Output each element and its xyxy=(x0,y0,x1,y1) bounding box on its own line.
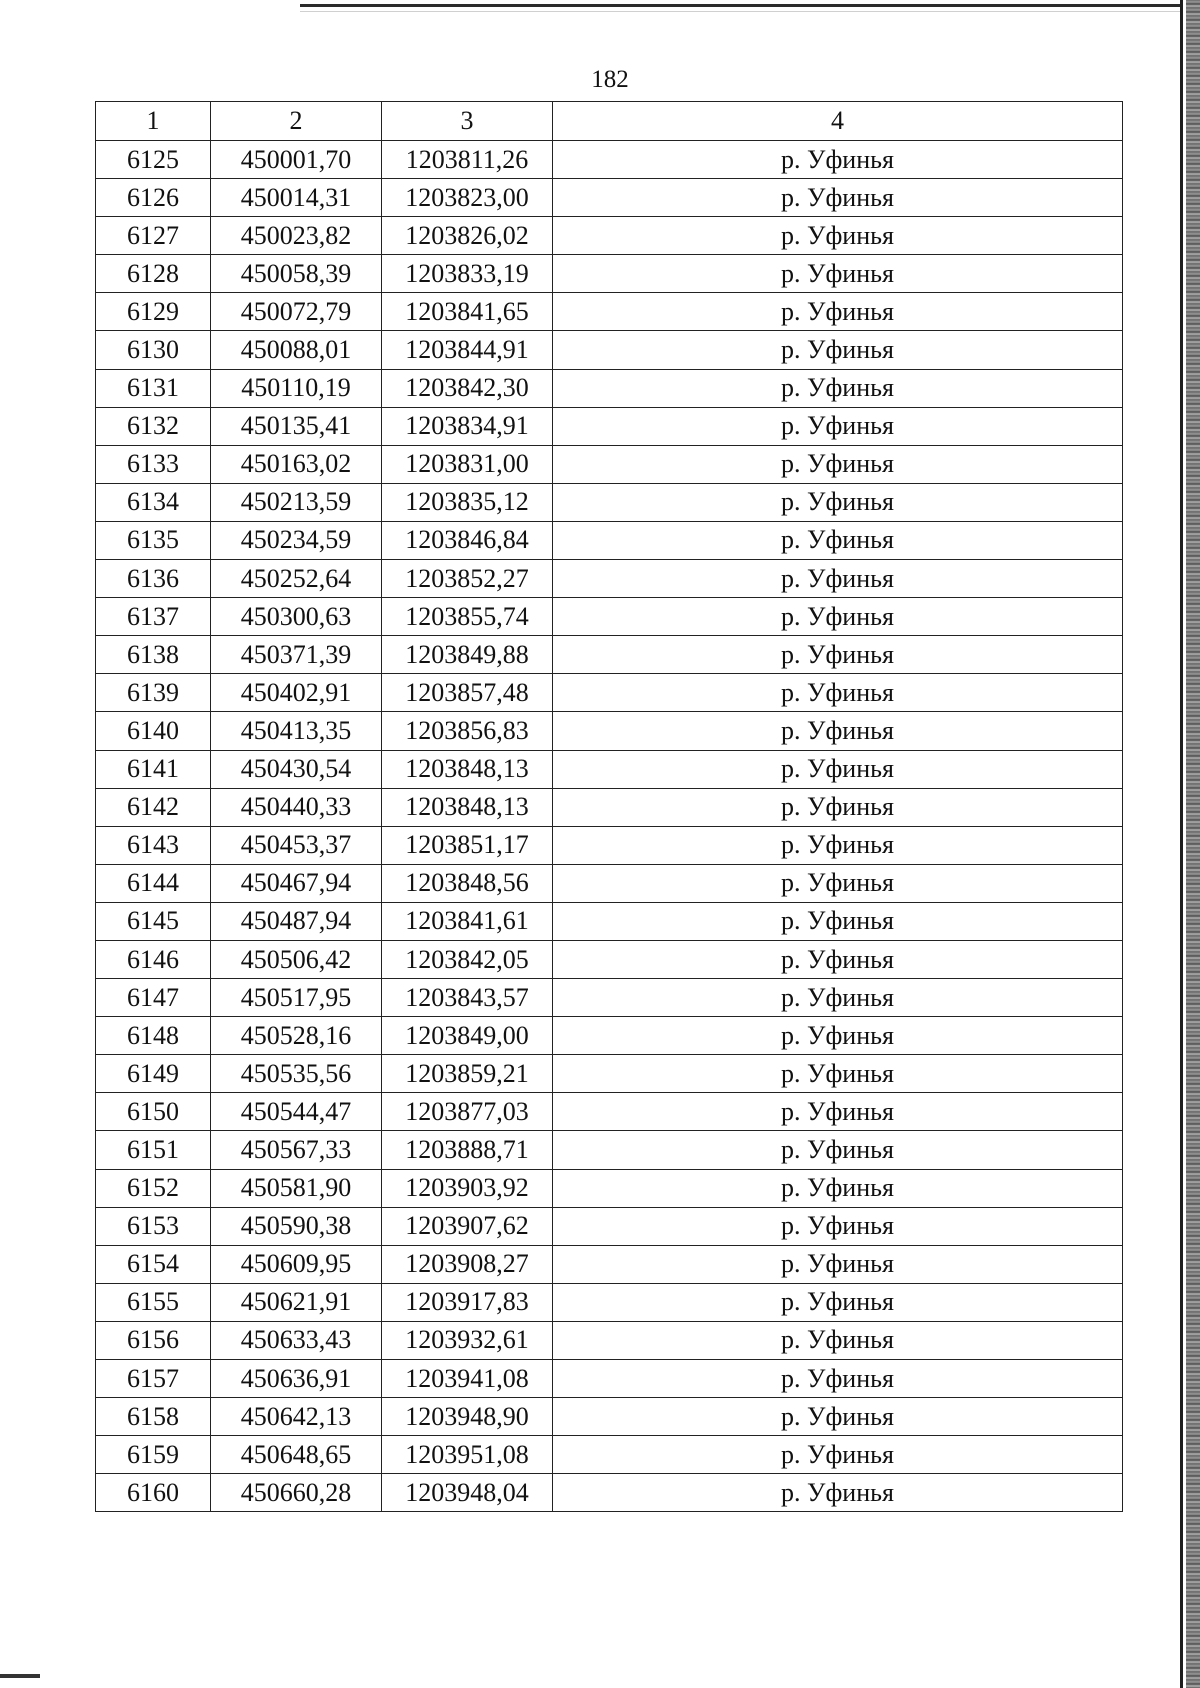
x-coordinate-cell: 450453,37 xyxy=(211,826,382,864)
y-coordinate-cell: 1203941,08 xyxy=(382,1360,553,1398)
table-row xyxy=(96,1207,1123,1245)
description-cell: р. Уфинья xyxy=(553,217,1123,255)
y-coordinate-cell: 1203841,65 xyxy=(382,293,553,331)
description-cell: р. Уфинья xyxy=(553,179,1123,217)
y-coordinate-cell: 1203856,83 xyxy=(382,712,553,750)
description-cell: р. Уфинья xyxy=(553,598,1123,636)
y-coordinate-cell: 1203848,56 xyxy=(382,864,553,902)
x-coordinate-cell: 450300,63 xyxy=(211,598,382,636)
table-row xyxy=(96,979,1123,1017)
y-coordinate-cell: 1203841,61 xyxy=(382,902,553,940)
y-coordinate-cell: 1203844,91 xyxy=(382,331,553,369)
y-coordinate-cell: 1203903,92 xyxy=(382,1169,553,1207)
table-row xyxy=(96,1055,1123,1093)
x-coordinate-cell: 450660,28 xyxy=(211,1474,382,1512)
table-header xyxy=(96,102,1123,141)
description-cell: р. Уфинья xyxy=(553,940,1123,978)
point-number-cell: 6159 xyxy=(96,1436,211,1474)
point-number-cell: 6126 xyxy=(96,179,211,217)
x-coordinate-cell: 450072,79 xyxy=(211,293,382,331)
table-row xyxy=(96,788,1123,826)
y-coordinate-cell: 1203877,03 xyxy=(382,1093,553,1131)
header-col-3: 3 xyxy=(382,102,553,141)
table-row xyxy=(96,331,1123,369)
point-number-cell: 6141 xyxy=(96,750,211,788)
description-cell: р. Уфинья xyxy=(553,521,1123,559)
table-row xyxy=(96,1131,1123,1169)
description-cell: р. Уфинья xyxy=(553,255,1123,293)
description-cell: р. Уфинья xyxy=(553,293,1123,331)
x-coordinate-cell: 450528,16 xyxy=(211,1017,382,1055)
x-coordinate-cell: 450023,82 xyxy=(211,217,382,255)
table-row xyxy=(96,826,1123,864)
y-coordinate-cell: 1203835,12 xyxy=(382,483,553,521)
point-number-cell: 6127 xyxy=(96,217,211,255)
description-cell: р. Уфинья xyxy=(553,445,1123,483)
description-cell: р. Уфинья xyxy=(553,979,1123,1017)
description-cell: р. Уфинья xyxy=(553,674,1123,712)
description-cell: р. Уфинья xyxy=(553,636,1123,674)
point-number-cell: 6157 xyxy=(96,1360,211,1398)
description-cell: р. Уфинья xyxy=(553,369,1123,407)
table-row xyxy=(96,1283,1123,1321)
point-number-cell: 6150 xyxy=(96,1093,211,1131)
x-coordinate-cell: 450590,38 xyxy=(211,1207,382,1245)
y-coordinate-cell: 1203811,26 xyxy=(382,141,553,179)
x-coordinate-cell: 450234,59 xyxy=(211,521,382,559)
table-row xyxy=(96,1321,1123,1359)
description-cell: р. Уфинья xyxy=(553,864,1123,902)
description-cell: р. Уфинья xyxy=(553,788,1123,826)
x-coordinate-cell: 450544,47 xyxy=(211,1093,382,1131)
table-row xyxy=(96,598,1123,636)
point-number-cell: 6132 xyxy=(96,407,211,445)
y-coordinate-cell: 1203848,13 xyxy=(382,788,553,826)
table-row xyxy=(96,217,1123,255)
x-coordinate-cell: 450567,33 xyxy=(211,1131,382,1169)
x-coordinate-cell: 450430,54 xyxy=(211,750,382,788)
scan-right-edge-line xyxy=(1180,0,1183,1688)
scan-top-border xyxy=(300,4,1180,7)
point-number-cell: 6139 xyxy=(96,674,211,712)
table-row xyxy=(96,1245,1123,1283)
x-coordinate-cell: 450135,41 xyxy=(211,407,382,445)
table-row xyxy=(96,293,1123,331)
header-col-1: 1 xyxy=(96,102,211,141)
point-number-cell: 6160 xyxy=(96,1474,211,1512)
description-cell: р. Уфинья xyxy=(553,826,1123,864)
description-cell: р. Уфинья xyxy=(553,902,1123,940)
description-cell: р. Уфинья xyxy=(553,1474,1123,1512)
table-row xyxy=(96,521,1123,559)
y-coordinate-cell: 1203842,05 xyxy=(382,940,553,978)
description-cell: р. Уфинья xyxy=(553,1131,1123,1169)
x-coordinate-cell: 450058,39 xyxy=(211,255,382,293)
x-coordinate-cell: 450535,56 xyxy=(211,1055,382,1093)
header-col-4: 4 xyxy=(553,102,1123,141)
point-number-cell: 6149 xyxy=(96,1055,211,1093)
description-cell: р. Уфинья xyxy=(553,1207,1123,1245)
header-row xyxy=(96,102,1123,141)
table-row xyxy=(96,864,1123,902)
table-row xyxy=(96,141,1123,179)
x-coordinate-cell: 450609,95 xyxy=(211,1245,382,1283)
table-body xyxy=(96,141,1123,1512)
table-row xyxy=(96,750,1123,788)
description-cell: р. Уфинья xyxy=(553,1017,1123,1055)
description-cell: р. Уфинья xyxy=(553,560,1123,598)
header-col-2: 2 xyxy=(211,102,382,141)
table-row xyxy=(96,407,1123,445)
y-coordinate-cell: 1203842,30 xyxy=(382,369,553,407)
x-coordinate-cell: 450467,94 xyxy=(211,864,382,902)
y-coordinate-cell: 1203917,83 xyxy=(382,1283,553,1321)
description-cell: р. Уфинья xyxy=(553,1093,1123,1131)
x-coordinate-cell: 450621,91 xyxy=(211,1283,382,1321)
y-coordinate-cell: 1203857,48 xyxy=(382,674,553,712)
y-coordinate-cell: 1203846,84 xyxy=(382,521,553,559)
table-row xyxy=(96,1436,1123,1474)
point-number-cell: 6128 xyxy=(96,255,211,293)
x-coordinate-cell: 450213,59 xyxy=(211,483,382,521)
y-coordinate-cell: 1203848,13 xyxy=(382,750,553,788)
table-row xyxy=(96,1093,1123,1131)
y-coordinate-cell: 1203851,17 xyxy=(382,826,553,864)
description-cell: р. Уфинья xyxy=(553,1398,1123,1436)
x-coordinate-cell: 450014,31 xyxy=(211,179,382,217)
y-coordinate-cell: 1203831,00 xyxy=(382,445,553,483)
y-coordinate-cell: 1203932,61 xyxy=(382,1321,553,1359)
point-number-cell: 6147 xyxy=(96,979,211,1017)
table-row xyxy=(96,940,1123,978)
point-number-cell: 6135 xyxy=(96,521,211,559)
y-coordinate-cell: 1203908,27 xyxy=(382,1245,553,1283)
y-coordinate-cell: 1203948,90 xyxy=(382,1398,553,1436)
table-row xyxy=(96,1474,1123,1512)
x-coordinate-cell: 450001,70 xyxy=(211,141,382,179)
point-number-cell: 6125 xyxy=(96,141,211,179)
point-number-cell: 6151 xyxy=(96,1131,211,1169)
table-row xyxy=(96,1169,1123,1207)
x-coordinate-cell: 450636,91 xyxy=(211,1360,382,1398)
table-row xyxy=(96,483,1123,521)
point-number-cell: 6140 xyxy=(96,712,211,750)
point-number-cell: 6133 xyxy=(96,445,211,483)
table-row xyxy=(96,255,1123,293)
y-coordinate-cell: 1203855,74 xyxy=(382,598,553,636)
x-coordinate-cell: 450252,64 xyxy=(211,560,382,598)
point-number-cell: 6129 xyxy=(96,293,211,331)
scan-top-border-faint xyxy=(300,11,1180,12)
description-cell: р. Уфинья xyxy=(553,1321,1123,1359)
x-coordinate-cell: 450110,19 xyxy=(211,369,382,407)
point-number-cell: 6144 xyxy=(96,864,211,902)
description-cell: р. Уфинья xyxy=(553,483,1123,521)
table-row xyxy=(96,560,1123,598)
page-number: 182 xyxy=(591,66,629,93)
point-number-cell: 6130 xyxy=(96,331,211,369)
point-number-cell: 6145 xyxy=(96,902,211,940)
table-row xyxy=(96,1360,1123,1398)
x-coordinate-cell: 450517,95 xyxy=(211,979,382,1017)
x-coordinate-cell: 450642,13 xyxy=(211,1398,382,1436)
point-number-cell: 6155 xyxy=(96,1283,211,1321)
point-number-cell: 6136 xyxy=(96,560,211,598)
y-coordinate-cell: 1203948,04 xyxy=(382,1474,553,1512)
point-number-cell: 6156 xyxy=(96,1321,211,1359)
scan-right-edge xyxy=(1186,0,1200,1688)
table-row xyxy=(96,674,1123,712)
point-number-cell: 6158 xyxy=(96,1398,211,1436)
point-number-cell: 6143 xyxy=(96,826,211,864)
table-row xyxy=(96,445,1123,483)
description-cell: р. Уфинья xyxy=(553,1245,1123,1283)
x-coordinate-cell: 450413,35 xyxy=(211,712,382,750)
y-coordinate-cell: 1203907,62 xyxy=(382,1207,553,1245)
y-coordinate-cell: 1203834,91 xyxy=(382,407,553,445)
table-row xyxy=(96,179,1123,217)
point-number-cell: 6137 xyxy=(96,598,211,636)
description-cell: р. Уфинья xyxy=(553,712,1123,750)
table-row xyxy=(96,369,1123,407)
point-number-cell: 6154 xyxy=(96,1245,211,1283)
coordinates-table xyxy=(95,101,1123,1512)
x-coordinate-cell: 450487,94 xyxy=(211,902,382,940)
point-number-cell: 6142 xyxy=(96,788,211,826)
x-coordinate-cell: 450163,02 xyxy=(211,445,382,483)
point-number-cell: 6146 xyxy=(96,940,211,978)
y-coordinate-cell: 1203826,02 xyxy=(382,217,553,255)
y-coordinate-cell: 1203833,19 xyxy=(382,255,553,293)
point-number-cell: 6148 xyxy=(96,1017,211,1055)
point-number-cell: 6153 xyxy=(96,1207,211,1245)
description-cell: р. Уфинья xyxy=(553,1055,1123,1093)
y-coordinate-cell: 1203951,08 xyxy=(382,1436,553,1474)
x-coordinate-cell: 450648,65 xyxy=(211,1436,382,1474)
description-cell: р. Уфинья xyxy=(553,750,1123,788)
table-row xyxy=(96,902,1123,940)
y-coordinate-cell: 1203849,00 xyxy=(382,1017,553,1055)
y-coordinate-cell: 1203823,00 xyxy=(382,179,553,217)
scan-stray-mark xyxy=(0,1674,40,1678)
description-cell: р. Уфинья xyxy=(553,1169,1123,1207)
y-coordinate-cell: 1203849,88 xyxy=(382,636,553,674)
y-coordinate-cell: 1203843,57 xyxy=(382,979,553,1017)
x-coordinate-cell: 450581,90 xyxy=(211,1169,382,1207)
description-cell: р. Уфинья xyxy=(553,1436,1123,1474)
table-row xyxy=(96,636,1123,674)
table-row xyxy=(96,1398,1123,1436)
x-coordinate-cell: 450506,42 xyxy=(211,940,382,978)
x-coordinate-cell: 450088,01 xyxy=(211,331,382,369)
description-cell: р. Уфинья xyxy=(553,141,1123,179)
description-cell: р. Уфинья xyxy=(553,407,1123,445)
x-coordinate-cell: 450633,43 xyxy=(211,1321,382,1359)
x-coordinate-cell: 450402,91 xyxy=(211,674,382,712)
table-row xyxy=(96,1017,1123,1055)
x-coordinate-cell: 450440,33 xyxy=(211,788,382,826)
x-coordinate-cell: 450371,39 xyxy=(211,636,382,674)
point-number-cell: 6131 xyxy=(96,369,211,407)
point-number-cell: 6152 xyxy=(96,1169,211,1207)
description-cell: р. Уфинья xyxy=(553,1283,1123,1321)
y-coordinate-cell: 1203888,71 xyxy=(382,1131,553,1169)
description-cell: р. Уфинья xyxy=(553,331,1123,369)
table-row xyxy=(96,712,1123,750)
y-coordinate-cell: 1203859,21 xyxy=(382,1055,553,1093)
description-cell: р. Уфинья xyxy=(553,1360,1123,1398)
point-number-cell: 6134 xyxy=(96,483,211,521)
y-coordinate-cell: 1203852,27 xyxy=(382,560,553,598)
point-number-cell: 6138 xyxy=(96,636,211,674)
